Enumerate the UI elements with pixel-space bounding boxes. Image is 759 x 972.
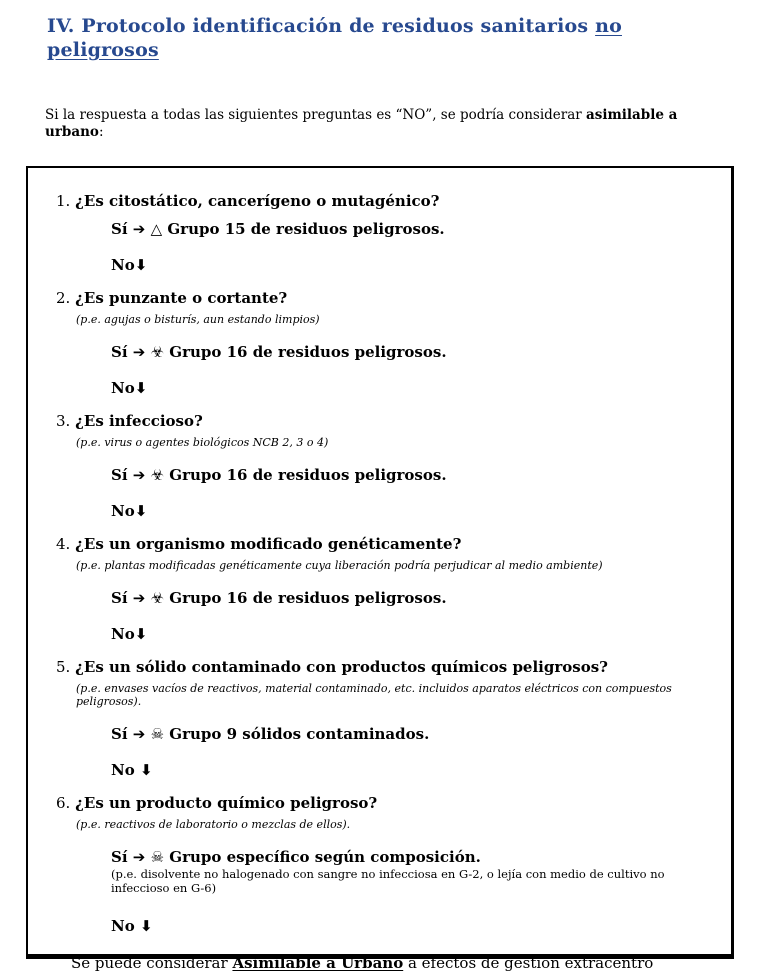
question-line-5 bbox=[56, 658, 713, 676]
page-title-text: IV. Protocolo identificación de residuos sanitarios bbox=[47, 15, 596, 37]
si-answer-2 bbox=[111, 343, 713, 361]
question-text: ¿Es un producto químico peligroso? bbox=[75, 794, 378, 812]
si-label: Sí bbox=[111, 848, 128, 866]
no-answer-1 bbox=[111, 256, 713, 274]
skull-crossbones-icon: ☠ bbox=[150, 725, 165, 743]
si-result: Grupo 9 sólidos contaminados. bbox=[169, 725, 430, 743]
warning-triangle-icon: △ bbox=[150, 220, 163, 238]
question-number: 6. bbox=[56, 794, 71, 812]
intro-prefix: Si la respuesta a todas las siguientes preguntas es “NO”, se podría considerar bbox=[45, 107, 587, 123]
question-number: 5. bbox=[56, 658, 71, 676]
si-answer-6 bbox=[111, 848, 713, 866]
intro-suffix: : bbox=[98, 124, 104, 140]
biohazard-icon: ☣ bbox=[150, 466, 165, 484]
question-text: ¿Es infeccioso? bbox=[75, 412, 203, 430]
question-line-6 bbox=[56, 794, 713, 812]
right-arrow-icon: ➔ bbox=[132, 220, 146, 238]
intro-bold: asimilable a urbano bbox=[45, 107, 678, 140]
down-arrow-icon: ⬇ bbox=[139, 761, 153, 779]
si-result: Grupo 16 de residuos peligrosos. bbox=[169, 589, 447, 607]
footer-suffix: a efectos de gestión extracentro bbox=[403, 954, 654, 972]
no-label: No bbox=[111, 502, 135, 520]
si-answer-1 bbox=[111, 220, 713, 238]
down-arrow-icon: ⬇ bbox=[139, 917, 153, 935]
right-arrow-icon: ➔ bbox=[132, 466, 146, 484]
example-note-4: (p.e. plantas modificadas genéticamente cuya liberación podría perjudicar al medio ambiente) bbox=[76, 559, 603, 572]
down-arrow-icon: ⬇ bbox=[134, 502, 148, 520]
si-label: Sí bbox=[111, 725, 128, 743]
question-number: 1. bbox=[56, 192, 71, 210]
no-answer-2 bbox=[111, 379, 713, 397]
right-arrow-icon: ➔ bbox=[132, 589, 146, 607]
example-note-3: (p.e. virus o agentes biológicos NCB 2, 3 o 4) bbox=[76, 436, 329, 449]
biohazard-icon: ☣ bbox=[150, 343, 165, 361]
si-subnote-6: (p.e. disolvente no halogenado con sangre no infecciosa en G-2, o lejía con medio de cultivo no infeccioso en G-6) bbox=[111, 867, 665, 895]
no-label: No bbox=[111, 379, 135, 397]
question-line-1 bbox=[56, 192, 713, 210]
si-label: Sí bbox=[111, 343, 128, 361]
down-arrow-icon: ⬇ bbox=[134, 256, 148, 274]
no-answer-6 bbox=[111, 917, 713, 935]
example-note-6: (p.e. reactivos de laboratorio o mezclas de ellos). bbox=[76, 818, 351, 831]
si-answer-5 bbox=[111, 725, 713, 743]
right-arrow-icon: ➔ bbox=[132, 343, 146, 361]
protocol-box bbox=[26, 166, 734, 972]
right-arrow-icon: ➔ bbox=[132, 848, 146, 866]
si-result: Grupo 16 de residuos peligrosos. bbox=[169, 466, 447, 484]
si-answer-4 bbox=[111, 589, 713, 607]
si-result: Grupo específico según composición. bbox=[169, 848, 481, 866]
si-label: Sí bbox=[111, 220, 128, 238]
no-label: No bbox=[111, 256, 135, 274]
no-label: No bbox=[111, 625, 135, 643]
si-result: Grupo 15 de residuos peligrosos. bbox=[167, 220, 445, 238]
down-arrow-icon: ⬇ bbox=[134, 379, 148, 397]
no-label: No bbox=[111, 761, 140, 779]
skull-crossbones-icon: ☠ bbox=[150, 848, 165, 866]
question-text: ¿Es un sólido contaminado con productos químicos peligrosos? bbox=[75, 658, 608, 676]
question-number: 4. bbox=[56, 535, 71, 553]
page-title bbox=[47, 14, 729, 62]
no-answer-5 bbox=[111, 761, 713, 779]
si-result: Grupo 16 de residuos peligrosos. bbox=[169, 343, 447, 361]
no-label: No bbox=[111, 917, 140, 935]
page-title-underlined: no peligrosos bbox=[47, 15, 622, 61]
question-line-3 bbox=[56, 412, 713, 430]
footer-prefix: Se puede considerar bbox=[71, 954, 233, 972]
question-number: 2. bbox=[56, 289, 71, 307]
no-answer-4 bbox=[111, 625, 713, 643]
no-answer-3 bbox=[111, 502, 713, 520]
example-note-5: (p.e. envases vacíos de reactivos, material contaminado, etc. incluidos aparatos eléctricos con compuestos peligrosos). bbox=[76, 682, 672, 708]
si-label: Sí bbox=[111, 466, 128, 484]
si-label: Sí bbox=[111, 589, 128, 607]
question-text: ¿Es citostático, cancerígeno o mutagénico? bbox=[75, 192, 440, 210]
example-note-2: (p.e. agujas o bisturís, aun estando limpios) bbox=[76, 313, 320, 326]
question-text: ¿Es punzante o cortante? bbox=[75, 289, 288, 307]
right-arrow-icon: ➔ bbox=[132, 725, 146, 743]
question-line-4 bbox=[56, 535, 713, 553]
intro-text bbox=[45, 107, 739, 141]
question-line-2 bbox=[56, 289, 713, 307]
si-answer-3 bbox=[111, 466, 713, 484]
question-number: 3. bbox=[56, 412, 71, 430]
question-text: ¿Es un organismo modificado genéticamente? bbox=[75, 535, 462, 553]
footer-conclusion bbox=[71, 954, 713, 972]
biohazard-icon: ☣ bbox=[150, 589, 165, 607]
down-arrow-icon: ⬇ bbox=[134, 625, 148, 643]
footer-bold-underline: Asimilable a Urbano bbox=[232, 954, 404, 972]
